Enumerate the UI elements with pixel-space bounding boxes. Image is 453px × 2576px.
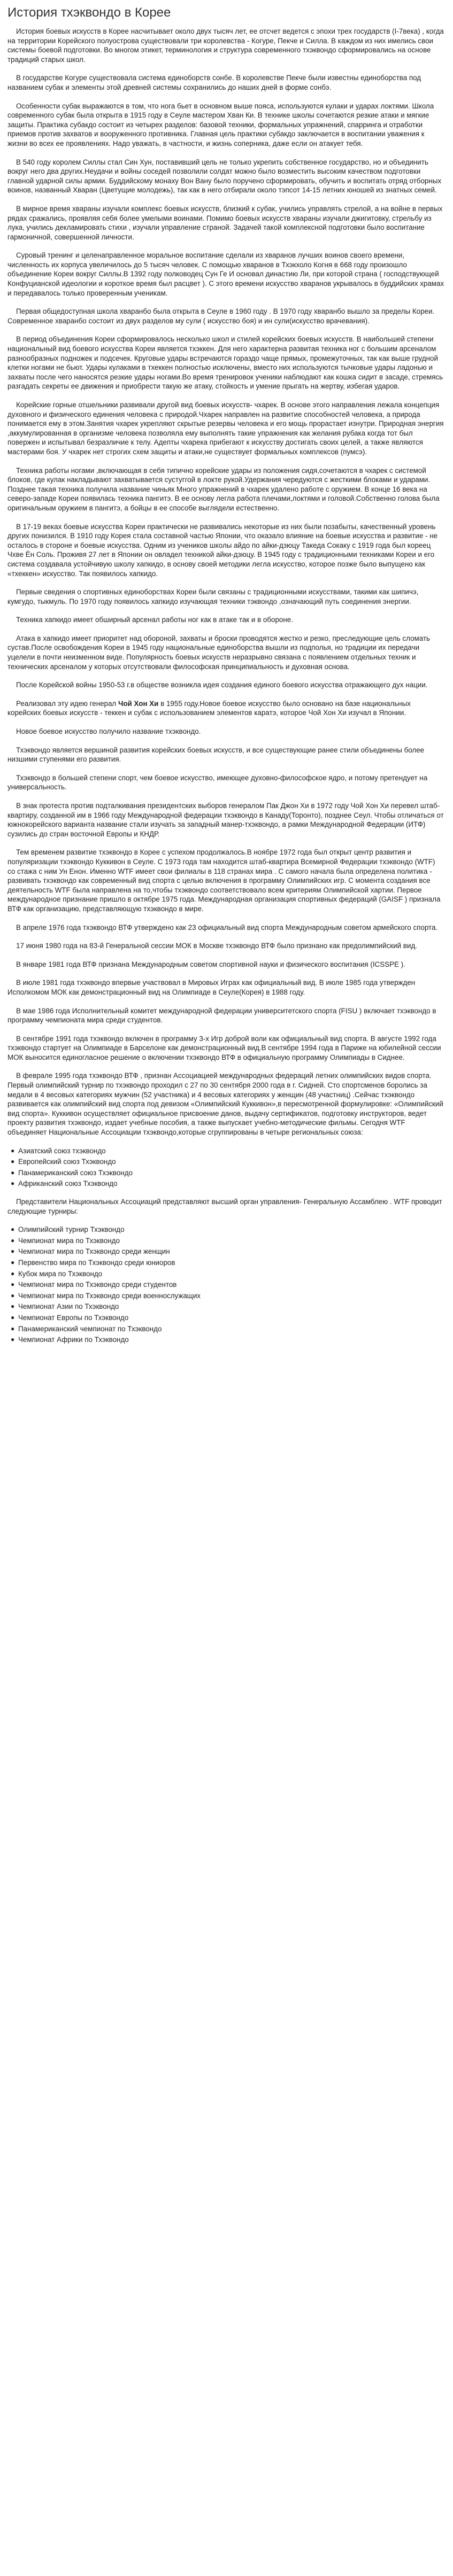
list-item-label: Европейский союз Тхэквондо bbox=[18, 1158, 116, 1166]
paragraph: В мае 1986 года Исполнительный комитет международной федерации университетского спорта (FISU ) включает тхэквондо в программу чемпионата мира среди студентов. bbox=[7, 1006, 436, 1025]
paragraph: 17 июня 1980 года на 83-й Генеральной сессии МОК в Москве тхэквондо ВТФ было признано как предолимпийский вид. bbox=[16, 942, 417, 950]
paragraph: После Корейской войны 1950-53 г.в обществе возникла идея создания единого боевого искусства отражающего дух нации. bbox=[16, 681, 428, 689]
list-item bbox=[10, 1269, 444, 1279]
list-item bbox=[10, 1247, 444, 1256]
list-item bbox=[10, 1280, 444, 1290]
article-body bbox=[7, 27, 444, 1345]
list-item bbox=[10, 1157, 444, 1167]
list-item-label: Панамериканский союз Тхэквондо bbox=[18, 1168, 133, 1177]
bullet-icon: ● bbox=[11, 1291, 15, 1299]
list-item bbox=[10, 1302, 444, 1312]
paragraph: Атака в хапкидо имеет приоритет над обороной, захваты и броски проводятся жестко и резко, преследующие цель сломать сустав.После освобождения Кореи в 1945 году национальные единоборства вышли из подполья, но традиции их передачи уцелели в почти неизменном виде. Популярность боевых искусств неразрывно связана с появлением отдельных техник и технических арсеналом у которых отсутствовали философская принципиальность и духовная основа. bbox=[7, 634, 431, 671]
bullet-icon: ● bbox=[11, 1158, 15, 1166]
list-item bbox=[10, 1179, 444, 1189]
paragraph: В мирное время хвараны изучали комплекс боевых искусств, близкий к субак, учились управлять стрелой, а на войне в первых рядах сражались, проявляя себя более умелыми воинами. Помимо боевых искусств хвараны изучали джигитовку, стрельбу из лука, учились декламировать стихи , изучали управление страной. Задачей такой комплексной подготовки было воспитание гармоничной, совершенной личности. bbox=[7, 204, 443, 241]
bullet-icon: ● bbox=[11, 1168, 15, 1176]
list-item-label: Чемпионат Африки по Тхэквондо bbox=[18, 1336, 129, 1344]
paragraph: В сентябре 1991 года тхэквондо включен в программу 3-х Игр доброй воли как официальный вид спорта. В августе 1992 года тхэквондо стартует на Олимпиаде в Барселоне как демонстрационный вид.В сентябре 1994 года в Париже на юбилейной сессии МОК выносится единогласное решение о включении тхэквондо ВТФ в официальную программу Олимпиады в Сиднее. bbox=[7, 1034, 441, 1061]
list-item-label: Чемпионат мира по Тхэквондо среди женщин bbox=[18, 1247, 170, 1256]
bullet-icon: ● bbox=[11, 1180, 15, 1188]
list-item-label: Чемпионат мира по Тхэквондо среди военнослужащих bbox=[18, 1291, 201, 1300]
list-item bbox=[10, 1225, 444, 1235]
paragraph: В январе 1981 года ВТФ признана Международным советом спортивной науки и физического воспитания (ICSSPE ). bbox=[16, 960, 405, 968]
paragraph: В 17-19 веках боевые искусства Кореи практически не развивались некоторые из них были позабыты, качественный уровень других понизился. В 1910 году Корея стала составной частью Японии, что оказало влияние на боевые искусства и развитие - не осталось в стороне и боевые искусства. Одним из учеников школы айдо по айки-дзюцу Такеда Сокаку с 1919 года был кореец Чхве Ён Соль. Проживя 27 лет в Японии он овладел техникой айки-дзюцу. В 1945 году с традиционными техниками Кореи и его система создавала устойчивую школу хапкидо, в основу своей методики легла искусство, которое позже было выпущено как «тхеккен» искусство. Так появилось хапкидо. bbox=[7, 522, 438, 578]
bullet-icon: ● bbox=[11, 1269, 15, 1277]
bullet-icon: ● bbox=[11, 1225, 15, 1233]
list-item-label: Чемпионат мира по Тхэквондо bbox=[18, 1236, 120, 1245]
list-item bbox=[10, 1335, 444, 1345]
list-item-label: Африканский союз Тхэквондо bbox=[18, 1180, 118, 1188]
bullet-icon: ● bbox=[11, 1281, 15, 1289]
paragraph: Тхэквондо является вершиной развития корейских боевых искусств, и все существующие ранее стили объединены более низшими ступенями его развития. bbox=[7, 746, 425, 764]
bullet-icon: ● bbox=[11, 1336, 15, 1344]
list-item-label: Азиатский союз тхэквондо bbox=[18, 1146, 106, 1155]
highlighted-name: Чой Хон Хи bbox=[118, 699, 159, 708]
list-item bbox=[10, 1258, 444, 1268]
paragraph-text: в 1955 году.Новое боевое искусство было основано на базе национальных корейских боевых искусств - теккен и субак с использованием элементов каратэ, которое Чой Хон Хи изучал в Японии. bbox=[7, 699, 411, 717]
paragraph: Представители Национальных Ассоциаций представляют высший орган управления- Генеральную Ассамблею . WTF проводит следующие турниры: bbox=[7, 1198, 442, 1215]
paragraph: В период объединения Кореи сформировалось несколько школ и стилей корейских боевых искусств. В наибольшей степени национальный вид боевого искусства Кореи является тхэккен. Для него характерна развитая техника ног с большим арсеналом разнообразных подножек и подсечек. Круговые удары встречаются гораздо чаще прямых, промежуточных, так как выше грудной клетки ногами не бьют. Удары кулаками в тхеккен полностью исключены, вместо них используются тычковые удары ладонью и захваты после чего наносятся резкие удары ногами.Во время тренировок ученики наблюдают как кошка сидит в засаде, стремясь разгадать секреты ее движения и приобрести такую же атаку, стойкость и умение прыгать на жертву, избегая ударов. bbox=[7, 335, 443, 391]
paragraph: В государстве Когуре существовала система единоборств сонбе. В королевстве Пекче были известны единоборства под названием субак и элементы этой древней системы сохранились до наших дней в форме сонбэ. bbox=[7, 74, 421, 91]
page-title: История тхэквондо в Корее bbox=[7, 5, 171, 20]
list-item-label: Чемпионат мира по Тхэквондо среди студентов bbox=[18, 1281, 177, 1289]
paragraph: Тхэквондо в большей степени спорт, чем боевое искусство, имеющее духовно-философское ядро, и потому претендует на универсальность. bbox=[7, 773, 428, 792]
paragraph: Техника работы ногами ,включающая в себя типично корейские удары из положения сидя,сочетаются в чхарек с системой блоков, где кулак накладывают захватывается сустуггой в локте рукой.Удержания чередуются с жесткими блоками и ударами. Позднее такая техника получила название чиньяк Много упражнений в чхарек удалено работе с оружием. В конце 16 века на северо-западе Кореи появилась техника пангитэ. В ее основу легла работа плечами,локтями и головой.Собственно голова была оригинальным оружием в пангитэ, а бойцы в ее способе выглядели естественно. bbox=[7, 466, 440, 512]
paragraph bbox=[7, 699, 444, 718]
list-item bbox=[10, 1313, 444, 1323]
list-item-label: Чемпионат Европы по Тхэквондо bbox=[18, 1313, 129, 1322]
list-item bbox=[10, 1236, 444, 1246]
paragraph: В 540 году королем Силлы стал Син Хун, поставивший цель не только укрепить собственное государство, но и объединить вокруг него два других.Неудачи и войны соседей позволили солдат можно было возместить высоким качеством подготовки главной ударной силы армии. Буддийскому монаху Вон Вану было поручено сформировать, обучить и воспитать отряд отборных воинов, названный Хваран (Цветущие молодежь), так как в него отбирали около тэпсот 14-15 летних юношей из знатных семей. bbox=[7, 158, 442, 195]
bullet-icon: ● bbox=[11, 1236, 15, 1244]
paragraph: Корейские горные отшельники развивали другой вид боевых искусств- чхарек. В основе этого направления лежала концепция духовного и физического единения человека с природой.Чхарек направлен на развитие способностей человека, а природа понимается ему в этом.Занятия чхарек укрепляют скрытые резервы человека и его мощь прорастает изнутри. Природная энергия ,аккумулированная в организме человека позволяла ему выполнять такие упражнения как желания рубака когда тот был повержен и испытывал безразличие к телу. Адепты чхарека прибегают к искусству достигать своих целей, а также являются мастерами боя. У чхарек нет строгих схем защиты и атаки,не существует формальных комплексов (пумсэ). bbox=[7, 401, 444, 456]
bullet-list bbox=[7, 1146, 444, 1189]
paragraph: Первые сведения о спортивных единоборствах Кореи были связаны с традиционными искусствами, такими как шипичэ, кумгудо, тыкмуль. По 1970 году появилось хапкидо изучающая техники тэквондо ,означающий путь соединения энергии. bbox=[7, 588, 419, 606]
list-item bbox=[10, 1324, 444, 1334]
bullet-icon: ● bbox=[11, 1146, 15, 1154]
bullet-icon: ● bbox=[11, 1247, 15, 1255]
list-item-label: Кубок мира по Тхэквондо bbox=[18, 1269, 103, 1278]
bullet-icon: ● bbox=[11, 1302, 15, 1310]
paragraph: Тем временем развитие тхэквондо в Корее с успехом продолжалось.В ноябре 1972 года был открыт центр развития и популяризации тхэквондо Куккивон в Сеуле. С 1973 года там находится штаб-квартира Всемирной Федерации тхэквондо (WTF) со стажа с ним Ун Енон. Именно WTF имеет свои филиалы в 118 странах мира . С самого начала была определена политика - развивать тхэквондо как современный вид спорта с целью включения в программу Олимпийских игр. С момента создания все деятельность WTF была направлена на то,чтобы тхэквондо соответствовало всем критериям Олимпийской хартии. Первое международное признание пришло в октябре 1975 года. Международная организация спортивных федераций (GAISF ) признала ВТФ как организацию, представляющую тхэквондо в мире. bbox=[7, 848, 441, 913]
bullet-list bbox=[7, 1225, 444, 1345]
list-item-label: Чемпионат Азии по Тхэквондо bbox=[18, 1302, 119, 1311]
bullet-icon: ● bbox=[11, 1313, 15, 1321]
list-item-label: Первенство мира по Тхэквондо среди юниоров bbox=[18, 1258, 175, 1267]
list-item bbox=[10, 1291, 444, 1301]
paragraph: Первая общедоступная школа хваранбо была открыта в Сеуле в 1960 году . В 1970 году хваранбо вышло за пределы Кореи. Современное хваранбо состоит из двух разделов му сули ( искусство боя) и ин сули(искусство врачевания). bbox=[7, 307, 435, 325]
paragraph-text: Реализовал эту идею генерал bbox=[16, 699, 118, 708]
paragraph: История боевых искусств в Корее насчитывает около двух тысяч лет, ее отсчет ведется с эпохи трех государств (I-7века) , когда на территории Корейского полуострова существовали три королевства - Когуре, Пекче и Силла. В каждом из них имелись свои системы боевой подготовки. Во многом этикет, терминология и структура современного тхэквондо сформировались на основе традиций старых школ. bbox=[7, 27, 444, 64]
paragraph: В июле 1981 года тхэквондо впервые участвовал в Мировых Играх как официальный вид. В июле 1985 года утвержден Исполкомом МОК как демонстрационный вид на Олимпиаде в Сеуле(Корея) в 1988 году. bbox=[7, 979, 416, 996]
list-item bbox=[10, 1146, 444, 1156]
paragraph: Суровый тренинг и целенаправленное моральное воспитание сделали из хваранов лучших воинов своего времени, численность их корпуса увеличилось до 5 тысяч человек. С помощью хваранов в Тхэкхоло Когня в 668 году произошло объединение Кореи вокруг Силлы.В 1392 году полководец Сун Ге И основал династию Ли, при которой страна ( господствующей Конфуцианской идеологии и короткое время был расцвет ). С этого времени искусство хваранов укрывалось в буддийских храмах и передавалось только проверенным ученикам. bbox=[7, 251, 444, 297]
paragraph: Новое боевое искусство получило название тхэквондо. bbox=[16, 727, 201, 736]
paragraph: Техника хапкидо имеет обширный арсенал работы ног как в атаке так и в обороне. bbox=[16, 616, 293, 624]
bullet-icon: ● bbox=[11, 1258, 15, 1266]
bullet-icon: ● bbox=[11, 1324, 15, 1332]
list-item bbox=[10, 1168, 444, 1178]
paragraph: Особенности субак выражаются в том, что нога бьет в основном выше пояса, используются кулаки и ударах локтями. Школа современного субак была открыта в 1915 году в Сеуле мастером Хван Ки. В технике школы сочетаются резкие атаки и мягкие защиты. Практика субакдо состоит из четырех разделов: базовой техники, формальных упражнений, спарринга и отработки приемов против захватов и вооруженного противника. Главная цель практики субакдо заключается в воспитании уважения к жизни во всех ее проявлениях. Надо уважать, в частности, и жизнь соперника, даже если он атакует тебя. bbox=[7, 102, 434, 148]
paragraph: В феврале 1995 года тхэквондо ВТФ , признан Ассоциацией международных федераций летних олимпийских видов спорта. Первый олимпийский турнир по тхэквондо проходил с 27 по 30 сентября 2000 года в г. Сидней. Сто спортсменов боролись за медали в 4 весовых категориях мужчин (52 участника) и 4 весовых категориях у женщин (48 участниц) .Сейчас тхэквондо развивается как олимпийский вид спорта под девизом «Олимпийский Куккивон»,в пересмотренной формулировке: «Олимпийский вид спорта». Куккивон осуществляет официальное присвоение данов, выдачу сертификатов, подготовку инструкторов, ведет проекту развития тхэквондо, издает учебные пособия, а также выпускает учебно-методические фильмы. Сегодня WTF объединяет Национальные Ассоциации тхэквондо,которые сгруппированы в четыре региональных союза: bbox=[7, 1072, 443, 1137]
paragraph: В апреле 1976 года тхэквондо ВТФ утверждено как 23 официальный вид спорта Международным советом армейского спорта. bbox=[16, 923, 438, 932]
list-item-label: Панамериканский чемпионат по Тхэквондо bbox=[18, 1324, 162, 1333]
list-item-label: Олимпийский турнир Тхэквондо bbox=[18, 1225, 125, 1234]
paragraph: В знак протеста против подталкивания президентских выборов генералом Пак Джон Хи в 1972 году Чой Хон Хи перевел штаб-квартиру, созданной им в 1966 году Международной федерации тхэквондо в Канаду(Торонто), позднее Сеул. Чтобы отличаться от южнокорейского варианта название стали изучать за западный манер-тхэквондо, а рамки Международной Федерации (ИТФ) сузились до стран восточной Европы и КНДР. bbox=[7, 802, 444, 838]
